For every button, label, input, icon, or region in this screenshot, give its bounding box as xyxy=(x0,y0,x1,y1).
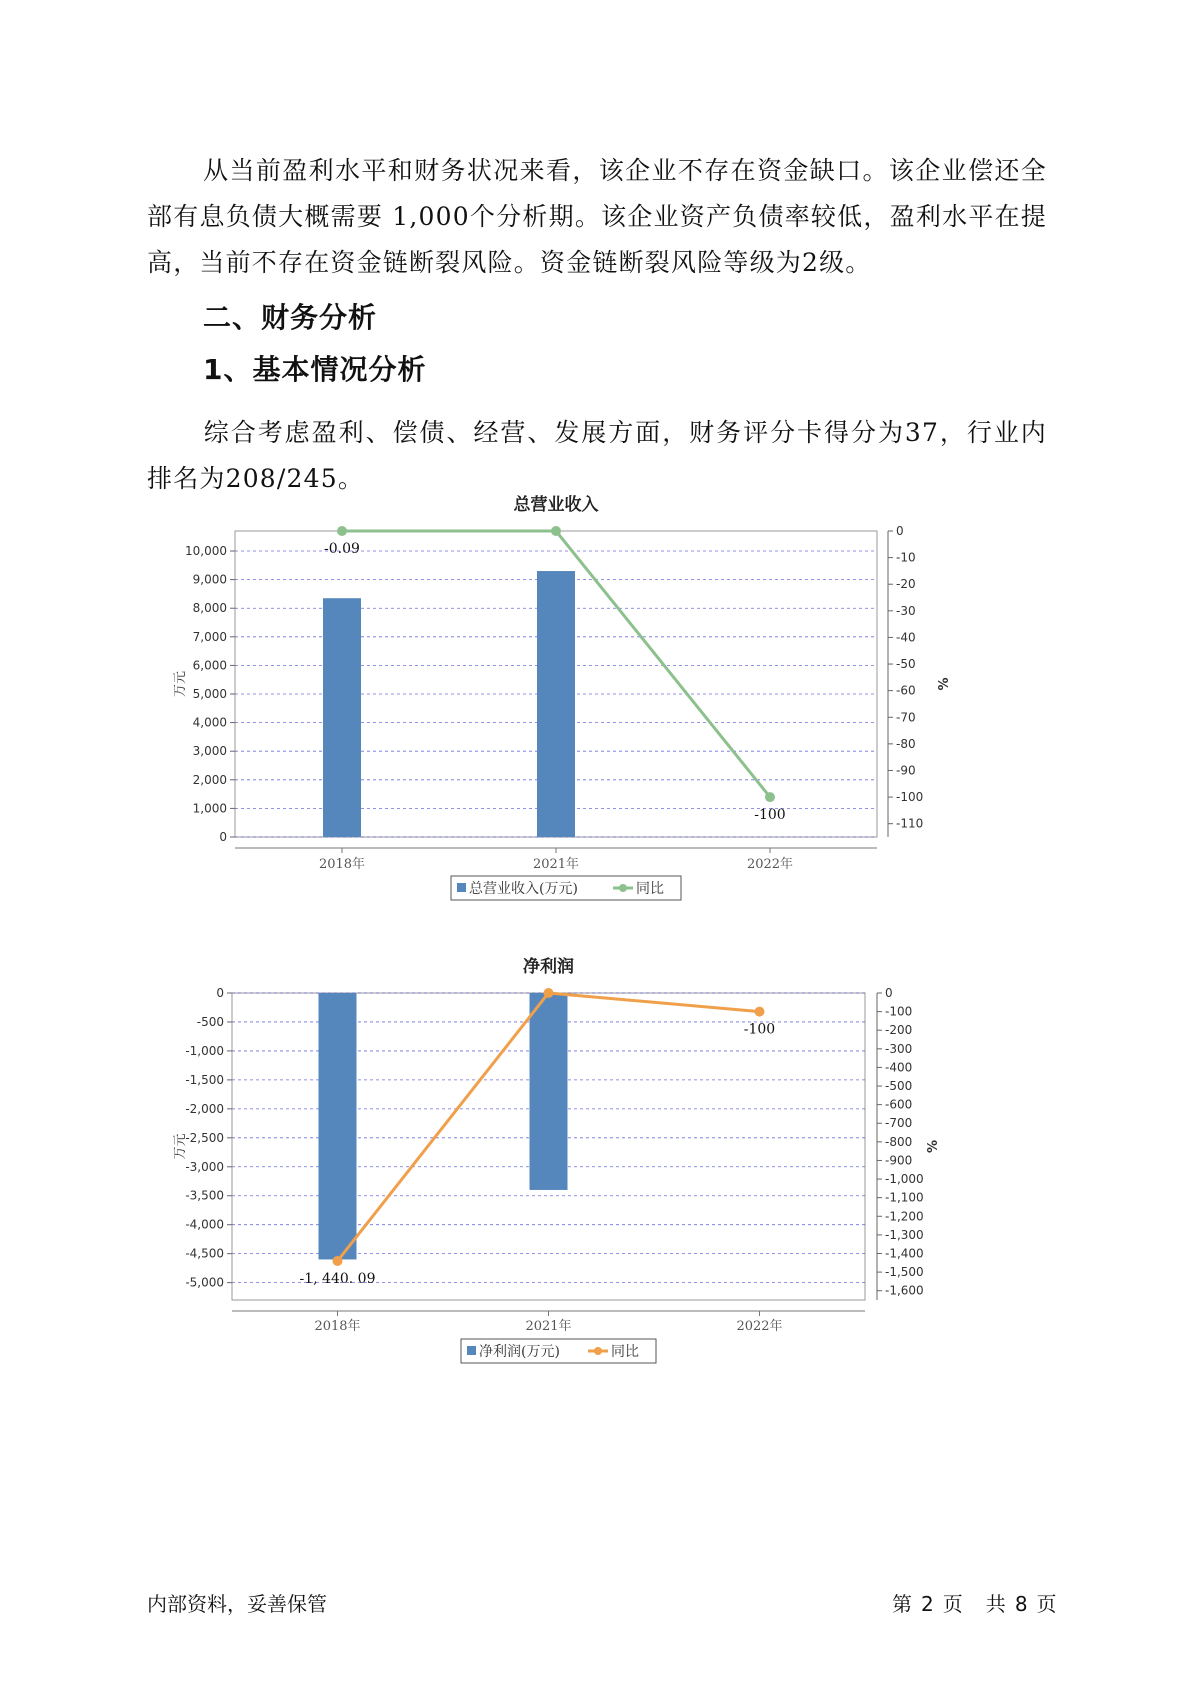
y2-tick-label: -700 xyxy=(885,1116,913,1131)
y-tick-label: -500 xyxy=(196,1014,224,1029)
y-tick-label: -3,500 xyxy=(185,1188,224,1203)
y2-tick-label: -1,500 xyxy=(885,1265,924,1280)
y-tick-label: -2,000 xyxy=(185,1101,224,1116)
y-axis-label: 万元 xyxy=(173,670,188,698)
y2-tick-label: -60 xyxy=(896,683,916,698)
page-mid: 页 共 xyxy=(942,1592,1007,1616)
summary-text: 从当前盈利水平和财务状况来看，该企业不存在资金缺口。该企业偿还全部有息负债大概需要 1,000个分析期。该企业资产负债率较低，盈利水平在提高，当前不存在资金链断裂风险。资金链断裂风险等级为2级。 xyxy=(147,156,1047,277)
y-tick-label: 5,000 xyxy=(192,687,227,702)
yoy-data-label: -100 xyxy=(754,807,786,824)
y-tick-label: 0 xyxy=(216,986,224,1000)
y2-tick-label: -500 xyxy=(885,1079,913,1094)
chart-title: 总营业收入 xyxy=(513,495,599,515)
x-tick-label: 2021年 xyxy=(532,857,580,872)
y2-tick-label: -1,100 xyxy=(885,1190,924,1205)
footer-page-number xyxy=(892,1588,1058,1617)
x-tick-label: 2022年 xyxy=(736,1319,783,1334)
y2-tick-label: -200 xyxy=(885,1023,913,1038)
y2-tick-label: -800 xyxy=(885,1134,913,1149)
y-tick-label: -1,000 xyxy=(185,1043,224,1058)
y2-tick-label: -10 xyxy=(896,550,916,565)
legend-bar-swatch xyxy=(467,1346,476,1355)
y2-tick-label: -20 xyxy=(896,577,916,592)
yoy-data-label: -100 xyxy=(743,1021,776,1038)
y2-tick-label: -100 xyxy=(896,790,924,805)
yoy-data-label: -1, 440. 09 xyxy=(299,1270,376,1287)
x-tick-label: 2022年 xyxy=(746,857,794,872)
x-tick-label: 2018年 xyxy=(318,857,366,872)
section-heading: 二、财务分析 xyxy=(203,301,378,334)
y2-tick-label: -90 xyxy=(896,763,916,778)
y-tick-label: -5,000 xyxy=(185,1275,224,1290)
y2-tick-label: -300 xyxy=(885,1041,913,1056)
page-prefix: 第 xyxy=(892,1592,913,1616)
page-total: 8 xyxy=(1014,1592,1029,1616)
x-tick-label: 2018年 xyxy=(314,1319,361,1334)
y-tick-label: 0 xyxy=(219,830,227,844)
y2-tick-label: -1,400 xyxy=(885,1246,924,1261)
yoy-point xyxy=(333,1256,343,1266)
y2-tick-label: -400 xyxy=(885,1060,913,1075)
chart-title: 净利润 xyxy=(523,957,574,977)
y-tick-label: 1,000 xyxy=(192,801,227,816)
legend-line-label: 同比 xyxy=(636,881,664,897)
legend-line-marker xyxy=(594,1347,602,1355)
y-axis-label: 万元 xyxy=(173,1133,188,1160)
y-tick-label: -1,500 xyxy=(185,1072,224,1087)
score-text: 综合考虑盈利、偿债、经营、发展方面，财务评分卡得分为37，行业内排名为208/245。 xyxy=(147,418,1047,493)
page-suffix: 页 xyxy=(1036,1592,1058,1616)
legend-line-label: 同比 xyxy=(611,1344,639,1360)
x-tick-label: 2021年 xyxy=(525,1319,572,1334)
yoy-point xyxy=(755,1007,765,1017)
y2-tick-label: -100 xyxy=(885,1004,913,1019)
subsection-heading: 1、基本情况分析 xyxy=(203,353,427,386)
y2-axis-label: % xyxy=(937,677,952,691)
y2-tick-label: -80 xyxy=(896,736,916,751)
bar-2018年 xyxy=(319,993,357,1259)
y-tick-label: 4,000 xyxy=(192,715,227,730)
y2-tick-label: -1,600 xyxy=(885,1283,924,1298)
legend-bar-label: 总营业收入(万元) xyxy=(469,881,578,897)
y2-tick-label: -1,200 xyxy=(885,1209,924,1224)
y2-tick-label: -600 xyxy=(885,1097,913,1112)
y2-tick-label: 0 xyxy=(896,524,904,538)
page-current: 2 xyxy=(921,1592,935,1616)
y-tick-label: -3,000 xyxy=(185,1159,224,1174)
y2-tick-label: -50 xyxy=(896,657,916,672)
y2-tick-label: 0 xyxy=(885,986,893,1000)
y2-tick-label: -1,300 xyxy=(885,1227,924,1242)
y-tick-label: 6,000 xyxy=(192,658,227,673)
footer-confidential: 内部资料，妥善保管 xyxy=(147,1592,327,1616)
yoy-data-label: -0.09 xyxy=(324,541,360,557)
y-tick-label: -4,500 xyxy=(185,1246,224,1261)
y2-tick-label: -1,000 xyxy=(885,1172,924,1187)
y2-tick-label: -70 xyxy=(896,710,916,725)
y-tick-label: 8,000 xyxy=(192,601,227,616)
y2-tick-label: -40 xyxy=(896,630,916,645)
y-tick-label: 9,000 xyxy=(192,572,227,587)
y2-tick-label: -900 xyxy=(885,1153,913,1168)
yoy-point xyxy=(544,988,554,998)
y-tick-label: 10,000 xyxy=(185,544,227,559)
y-tick-label: -2,500 xyxy=(185,1130,224,1145)
y-tick-label: 7,000 xyxy=(192,629,227,644)
y2-tick-label: -110 xyxy=(896,816,924,831)
bar-2021年 xyxy=(530,993,568,1190)
y-tick-label: 2,000 xyxy=(192,772,227,787)
y-tick-label: 3,000 xyxy=(192,744,227,759)
y2-tick-label: -30 xyxy=(896,603,916,618)
y2-axis-label: % xyxy=(926,1139,941,1154)
legend-bar-label: 净利润(万元) xyxy=(479,1344,560,1360)
y-tick-label: -4,000 xyxy=(185,1217,224,1232)
